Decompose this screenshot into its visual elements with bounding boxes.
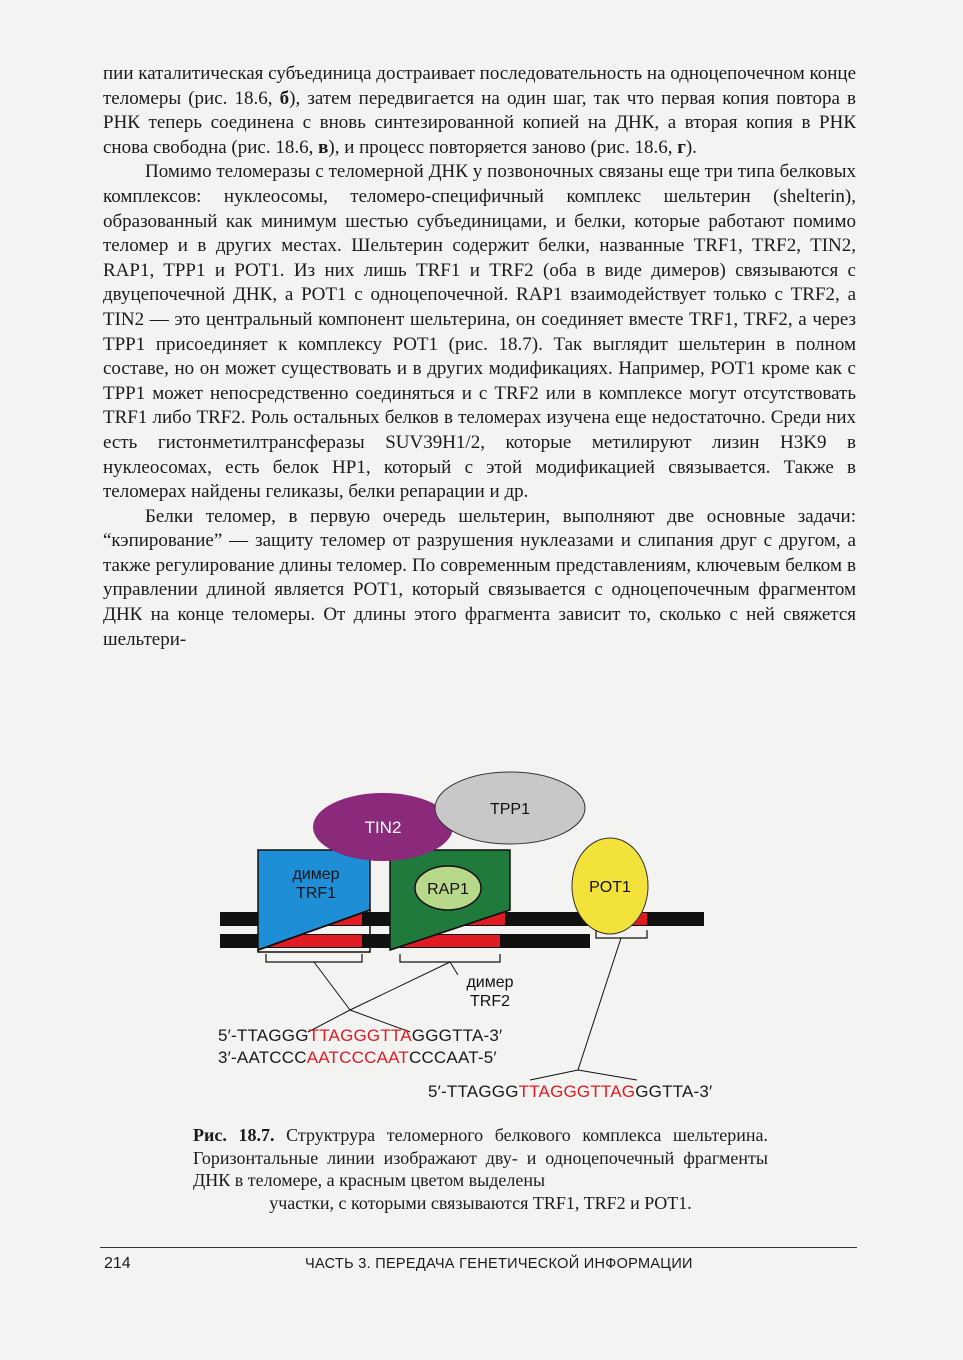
trf2-label-line2: TRF2 bbox=[470, 993, 510, 1010]
paragraph-text: Помимо теломеразы с теломерной ДНК у позвоночных связаны еще три типа белковых комплексов: нуклеосомы, теломеро-специфичный комплекс шельтерин (shelterin), образованный как минимум шестью субъединицами, и белки, которые работают помимо теломер и в других местах. Шельтерин содержит белки, названные TRF1, TRF2, TIN2, RAP1, TPP1 и POT1. Из них лишь TRF1 и TRF2 (оба в виде димеров) связываются с двуцепочечной ДНК, а POT1 с одноцепочечной. RAP1 взаимодействует только с TRF2, а TIN2 — это центральный компонент шельтерина, он соединяет вместе TRF1, TRF2, а через TPP1 присоединяет к комплексу POT1 (рис. 18.7). Так выглядит шельтерин в полном составе, но он может существовать и в других модификациях. Например, POT1 кроме как с TPP1 может непосредственно соединяться и с TRF2 или в комплексе могут отсутствовать TRF1 либо TRF2. Роль остальных белков в теломерах изучена еще недостаточно. Среди них есть гистонметилтрансферазы SUV39H1/2, которые метилируют лизин H3K9 в нуклеосомах, есть белок HP1, который с этой модификацией связывается. Также в теломерах найдены геликазы, белки репарации и др. bbox=[103, 161, 856, 503]
paragraph bbox=[103, 505, 856, 653]
paragraph bbox=[103, 160, 856, 504]
paragraph-text: пии каталитическая субъединица достраивает последовательность на одноцепочечном конце теломеры (рис. 18.6, bbox=[103, 63, 857, 109]
paragraph-text: ), затем передвигается на один шаг, так что первая копия повтора в РНК теперь соединена с вновь синтезированной копией на ДНК, а вторая копия в РНК снова свободна (рис. 18.6, bbox=[103, 87, 856, 158]
trf1-label-line2: TRF1 bbox=[296, 885, 336, 902]
page-number: 214 bbox=[104, 1255, 131, 1272]
paragraph-text: Белки теломер, в первую очередь шельтерин, выполняют две основные задачи: “кэпирование” — защиту теломер от разрушения нуклеазами и слипания друг с другом, а также регулирование длины теломер. По современным представлениям, ключевым белком в управлении длиной является POT1, который связывается с одноцепочечным фрагментом ДНК на конце теломеры. От длины этого фрагмента зависит то, сколько с ней свяжется шельтери- bbox=[103, 505, 856, 650]
running-title: ЧАСТЬ 3. ПЕРЕДАЧА ГЕНЕТИЧЕСКОЙ ИНФОРМАЦИИ bbox=[305, 1256, 693, 1272]
trf1-bracket bbox=[266, 954, 362, 962]
paragraph-text: б bbox=[279, 87, 290, 109]
shelterin-figure bbox=[200, 770, 760, 1110]
rap1-label: RAP1 bbox=[427, 881, 469, 898]
body-text bbox=[103, 62, 856, 652]
trf2-label-line1: димер bbox=[466, 974, 514, 991]
sequence-ss-overhang: 5′-TTAGGGTTAGGGTTAGGGTTA-3′ bbox=[428, 1082, 713, 1101]
paragraph-text: в bbox=[318, 136, 329, 158]
tin2-label: TIN2 bbox=[364, 818, 402, 837]
paragraph-text: ). bbox=[685, 136, 697, 158]
sequence-ds-top: 5′-TTAGGGTTAGGGTTAGGGTTA-3′ bbox=[218, 1026, 503, 1045]
paragraph bbox=[103, 62, 856, 160]
sequence-ds-bottom: 3′-AATCCCAATCCCAATCCCAAT-5′ bbox=[218, 1048, 497, 1067]
caption-text: Структрура теломерного белкового комплекса шельтерина. Горизонтальные линии изображают дву- и одноцепочечный фрагменты ДНК в теломере, а красным цветом выделены bbox=[193, 1125, 768, 1190]
caption-label: Рис. 18.7. bbox=[193, 1125, 275, 1145]
figure-caption bbox=[193, 1124, 768, 1214]
trf2-bracket bbox=[400, 954, 500, 962]
pot1-connector bbox=[578, 938, 621, 1070]
trf1-label-line1: димер bbox=[292, 866, 340, 883]
paragraph-text: ), и процесс повторяется заново (рис. 18.6, bbox=[328, 136, 678, 158]
caption-last-line: участки, с которыми связываются TRF1, TRF2 и POT1. bbox=[269, 1192, 692, 1213]
paragraph-text: г bbox=[677, 136, 686, 158]
footer-rule bbox=[100, 1247, 857, 1248]
tpp1-label: TPP1 bbox=[489, 801, 531, 818]
pot1-label: POT1 bbox=[589, 879, 631, 896]
